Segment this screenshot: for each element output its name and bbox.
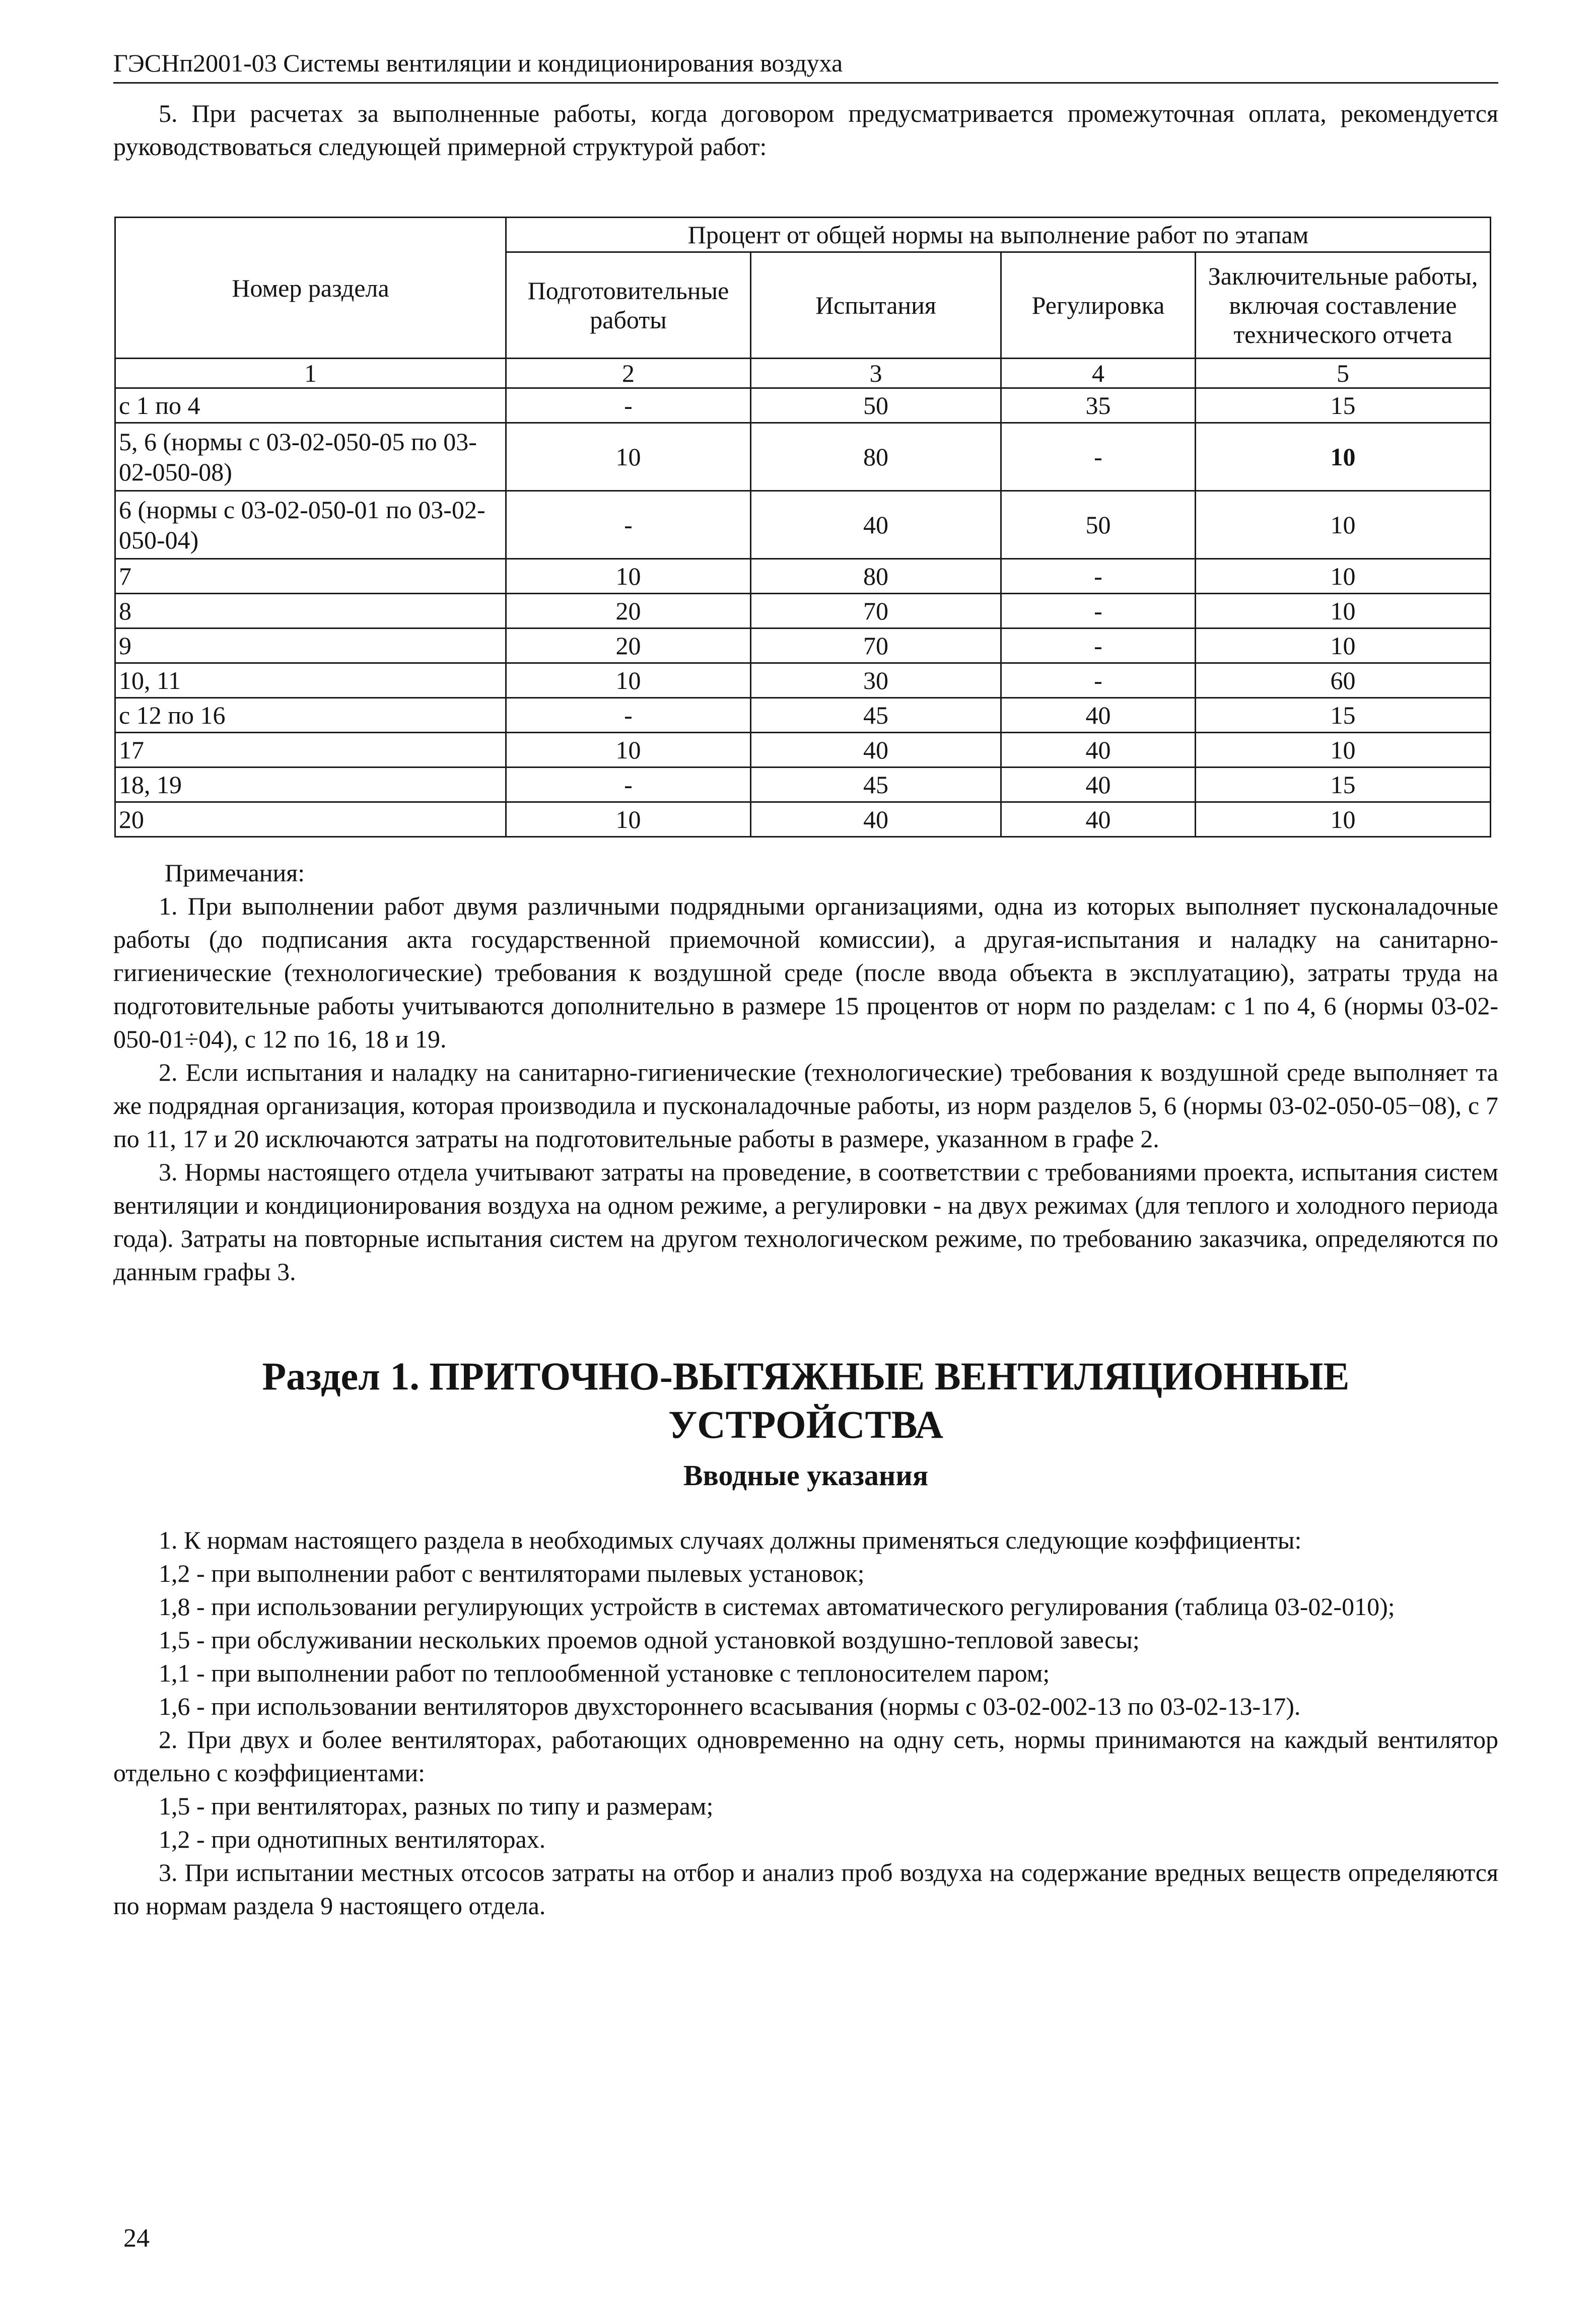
cell-tests: 50 bbox=[751, 388, 1001, 423]
cell-tests: 80 bbox=[751, 423, 1001, 491]
header-final-works: Заключительные работы, включая составление технического отчета bbox=[1196, 252, 1491, 359]
cell-section: 17 bbox=[115, 733, 506, 768]
table-row bbox=[115, 663, 1491, 698]
instruction-paragraph: 1. К нормам настоящего раздела в необходимых случаях должны применяться следующие коэффициенты: bbox=[159, 1526, 1302, 1554]
section-title bbox=[113, 1352, 1498, 1449]
cell-adjust: 40 bbox=[1001, 768, 1196, 802]
cell-adjust: 40 bbox=[1001, 698, 1196, 733]
table-row bbox=[115, 733, 1491, 768]
cell-final: 10 bbox=[1196, 491, 1491, 559]
cell-section: 10, 11 bbox=[115, 663, 506, 698]
table-row bbox=[115, 629, 1491, 663]
cell-section: 20 bbox=[115, 802, 506, 837]
cell-tests: 80 bbox=[751, 559, 1001, 594]
note-item: 2. Если испытания и наладку на санитарно-гигиенические (технологические) требования к воздушной среде выполняет та же подрядная организация, которая производила и пусконаладочные работы, из норм разделов 5, 6 (нормы 03-02-050-05−08), с 7 по 11, 17 и 20 исключаются затраты на подготовительные работы в размере, указанном в графе 2. bbox=[113, 1058, 1498, 1153]
work-structure-table bbox=[114, 217, 1491, 838]
cell-section: с 12 по 16 bbox=[115, 698, 506, 733]
cell-prep: - bbox=[506, 388, 751, 423]
cell-final: 10 bbox=[1196, 802, 1491, 837]
cell-prep: 10 bbox=[506, 663, 751, 698]
instruction-paragraph: 1,8 - при использовании регулирующих устройств в системах автоматического регулирования (таблица 03-02-010); bbox=[159, 1592, 1395, 1621]
cell-final: 10 bbox=[1196, 733, 1491, 768]
notes-label: Примечания: bbox=[165, 859, 305, 887]
cell-tests: 70 bbox=[751, 629, 1001, 663]
cell-final: 10 bbox=[1196, 594, 1491, 629]
cell-final: 15 bbox=[1196, 698, 1491, 733]
cell-final: 15 bbox=[1196, 388, 1491, 423]
cell-tests: 70 bbox=[751, 594, 1001, 629]
cell-section: 9 bbox=[115, 629, 506, 663]
column-number: 1 bbox=[115, 359, 506, 388]
column-number: 5 bbox=[1196, 359, 1491, 388]
section-title-line: УСТРОЙСТВА bbox=[668, 1403, 943, 1446]
table-row bbox=[115, 559, 1491, 594]
running-header: ГЭСНп2001-03 Системы вентиляции и кондиционирования воздуха bbox=[113, 48, 1498, 84]
cell-tests: 45 bbox=[751, 768, 1001, 802]
cell-section: 5, 6 (нормы с 03-02-050-05 по 03-02-050-08) bbox=[115, 423, 506, 491]
instruction-paragraph: 1,2 - при однотипных вентиляторах. bbox=[159, 1825, 546, 1853]
notes-block bbox=[113, 856, 1498, 1288]
cell-adjust: 35 bbox=[1001, 388, 1196, 423]
section-title-line: Раздел 1. ПРИТОЧНО-ВЫТЯЖНЫЕ ВЕНТИЛЯЦИОННЫЕ bbox=[262, 1354, 1350, 1398]
table-row bbox=[115, 388, 1491, 423]
header-tests: Испытания bbox=[751, 252, 1001, 359]
instruction-paragraph: 2. При двух и более вентиляторах, работающих одновременно на одну сеть, нормы принимаются на каждый вентилятор отдельно с коэффициентами: bbox=[113, 1725, 1498, 1787]
cell-tests: 45 bbox=[751, 698, 1001, 733]
cell-section: 6 (нормы с 03-02-050-01 по 03-02-050-04) bbox=[115, 491, 506, 559]
cell-prep: 10 bbox=[506, 559, 751, 594]
intro-instructions bbox=[113, 1523, 1498, 1922]
table-row bbox=[115, 802, 1491, 837]
cell-prep: 20 bbox=[506, 594, 751, 629]
document-page bbox=[113, 48, 1498, 163]
note-item: 3. Нормы настоящего отдела учитывают затраты на проведение, в соответствии с требованиями проекта, испытания систем вентиляции и кондиционирования воздуха на одном режиме, а регулировки - на двух режимах (для теплого и холодного периода года). Затраты на повторные испытания систем на другом технологическом режиме, по требованию заказчика, определяются по данным графы 3. bbox=[113, 1158, 1498, 1286]
table-row bbox=[115, 423, 1491, 491]
cell-final: 10 bbox=[1196, 559, 1491, 594]
intro-paragraph: 5. При расчетах за выполненные работы, когда договором предусматривается промежуточная оплата, рекомендуется руководствоваться следующей примерной структурой работ: bbox=[113, 99, 1498, 161]
column-number: 3 bbox=[751, 359, 1001, 388]
cell-adjust: - bbox=[1001, 663, 1196, 698]
cell-prep: 10 bbox=[506, 802, 751, 837]
header-section-number: Номер раздела bbox=[115, 218, 506, 359]
column-number: 4 bbox=[1001, 359, 1196, 388]
cell-adjust: - bbox=[1001, 594, 1196, 629]
cell-prep: - bbox=[506, 698, 751, 733]
instruction-paragraph: 1,1 - при выполнении работ по теплообменной установке с теплоносителем паром; bbox=[159, 1659, 1050, 1687]
cell-adjust: - bbox=[1001, 423, 1196, 491]
cell-final: 10 bbox=[1196, 423, 1491, 491]
table-row bbox=[115, 768, 1491, 802]
cell-section: 18, 19 bbox=[115, 768, 506, 802]
instruction-paragraph: 1,5 - при обслуживании нескольких проемов одной установкой воздушно-тепловой завесы; bbox=[159, 1626, 1140, 1654]
cell-prep: 20 bbox=[506, 629, 751, 663]
table-row bbox=[115, 594, 1491, 629]
cell-tests: 30 bbox=[751, 663, 1001, 698]
section-subtitle: Вводные указания bbox=[683, 1459, 929, 1492]
cell-adjust: 40 bbox=[1001, 802, 1196, 837]
header-percent-group: Процент от общей нормы на выполнение работ по этапам bbox=[506, 218, 1491, 252]
cell-tests: 40 bbox=[751, 802, 1001, 837]
cell-final: 15 bbox=[1196, 768, 1491, 802]
header-prep-works: Подготовительные работы bbox=[506, 252, 751, 359]
cell-final: 10 bbox=[1196, 629, 1491, 663]
table-row bbox=[115, 491, 1491, 559]
instruction-paragraph: 1,2 - при выполнении работ с вентиляторами пылевых установок; bbox=[159, 1559, 865, 1587]
column-number: 2 bbox=[506, 359, 751, 388]
cell-section: 7 bbox=[115, 559, 506, 594]
cell-adjust: - bbox=[1001, 559, 1196, 594]
instruction-paragraph: 1,5 - при вентиляторах, разных по типу и размерам; bbox=[159, 1792, 714, 1820]
cell-tests: 40 bbox=[751, 733, 1001, 768]
note-item: 1. При выполнении работ двумя различными подрядными организациями, одна из которых выполняет пусконаладочные работы (до подписания акта государственной приемочной комиссии), а другая-испытания и наладку на санитарно-гигиенические (технологические) требования к воздушной среде (после ввода объекта в эксплуатацию), затраты труда на подготовительные работы учитываются дополнительно в размере 15 процентов от норм по разделам: с 1 по 4, 6 (нормы 03-02-050-01÷04), с 12 по 16, 18 и 19. bbox=[113, 892, 1498, 1053]
cell-prep: 10 bbox=[506, 423, 751, 491]
cell-prep: 10 bbox=[506, 733, 751, 768]
header-adjustment: Регулировка bbox=[1001, 252, 1196, 359]
cell-adjust: 40 bbox=[1001, 733, 1196, 768]
cell-section: 8 bbox=[115, 594, 506, 629]
instruction-paragraph: 1,6 - при использовании вентиляторов двухстороннего всасывания (нормы с 03-02-002-13 по 03-02-13-17). bbox=[159, 1692, 1301, 1720]
page-number: 24 bbox=[123, 2224, 150, 2253]
cell-adjust: 50 bbox=[1001, 491, 1196, 559]
cell-prep: - bbox=[506, 768, 751, 802]
cell-section: с 1 по 4 bbox=[115, 388, 506, 423]
cell-tests: 40 bbox=[751, 491, 1001, 559]
cell-final: 60 bbox=[1196, 663, 1491, 698]
cell-adjust: - bbox=[1001, 629, 1196, 663]
table-row bbox=[115, 698, 1491, 733]
instruction-paragraph: 3. При испытании местных отсосов затраты на отбор и анализ проб воздуха на содержание вредных веществ определяются по нормам раздела 9 настоящего отдела. bbox=[113, 1858, 1498, 1920]
cell-prep: - bbox=[506, 491, 751, 559]
